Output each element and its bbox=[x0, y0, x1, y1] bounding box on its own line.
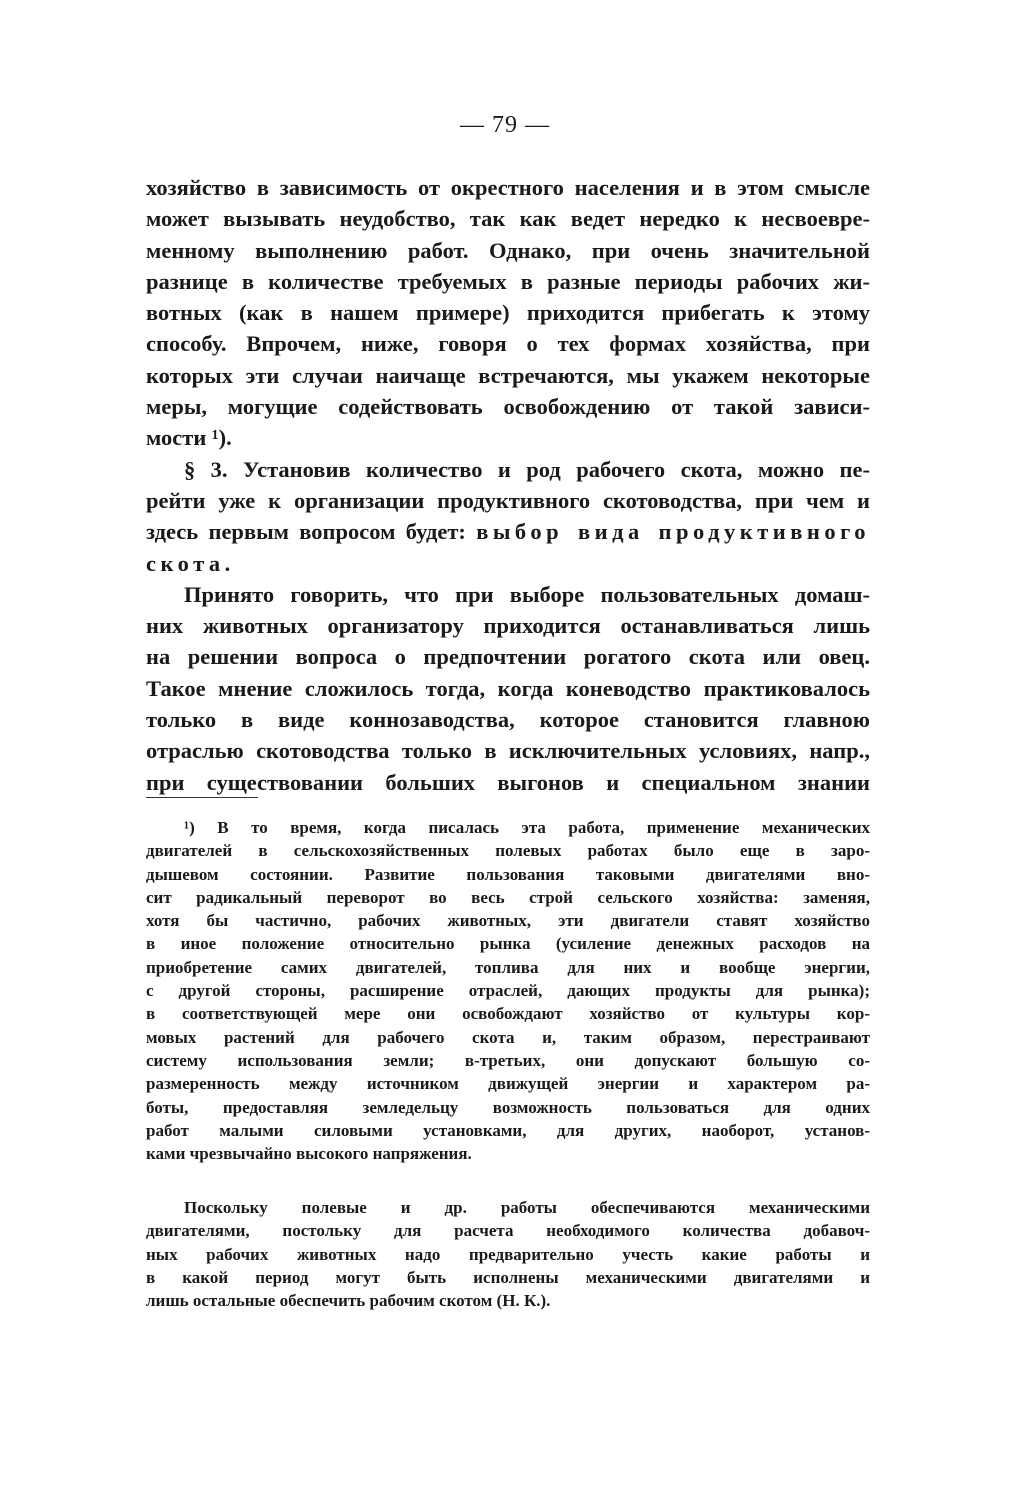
text-line: менному выполнению работ. Однако, при очень значительной bbox=[146, 237, 870, 263]
text-line: меры, могущие содействовать освобождению от такой зависи- bbox=[146, 394, 870, 420]
footnote-divider bbox=[146, 797, 258, 798]
text-line: хозяйство в зависимость от окрестного населения и в этом смысле bbox=[146, 175, 870, 200]
footnote-line: боты, предоставляя земледельцу возможность пользоваться для одних bbox=[146, 1097, 870, 1117]
text-line: только в виде коннозаводства, которое становится главною bbox=[146, 707, 870, 733]
footnote-line: работ малыми силовыми установками, для других, наоборот, установ- bbox=[146, 1120, 870, 1140]
text-line: отраслью скотоводства только в исключительных условиях, напр., bbox=[146, 738, 870, 764]
footnote-line: систему использования земли; в-третьих, они допускают большую со- bbox=[146, 1050, 870, 1070]
footnote-line: ками чрезвычайно высокого напряжения. bbox=[146, 1144, 472, 1164]
footnote-line: ных рабочих животных надо предварительно учесть какие работы и bbox=[146, 1244, 870, 1264]
emphasized-term: выбор вида продуктивного bbox=[476, 519, 871, 545]
section-heading-line: § 3. Установив количество и род рабочего скота, можно пе- bbox=[184, 456, 870, 482]
emphasized-term: скота. bbox=[146, 550, 235, 576]
footnote-continuation bbox=[146, 1196, 870, 1312]
footnote-line: лишь остальные обеспечить рабочим скотом (Н. К.). bbox=[146, 1291, 551, 1311]
footnote-line: в иное положение относительно рынка (усиление денежных расходов на bbox=[146, 934, 870, 954]
footnote bbox=[146, 816, 870, 1165]
text-line: которых эти случаи наичаще встречаются, мы укажем некоторые bbox=[146, 362, 870, 388]
footnote-line: двигателями, постольку для расчета необходимого количества добавоч- bbox=[146, 1221, 870, 1241]
paragraph-start-line: Принято говорить, что при выборе пользовательных домаш- bbox=[184, 581, 870, 607]
footnote-line: с другой стороны, расширение отраслей, дающих продукты для рынка); bbox=[146, 981, 870, 1001]
text-line: рейти уже к организации продуктивного скотоводства, при чем и bbox=[146, 487, 870, 513]
text-line: разнице в количестве требуемых в разные периоды рабочих жи- bbox=[146, 268, 870, 294]
footnote-line: дышевом состоянии. Развитие пользования таковыми двигателями вно- bbox=[146, 864, 870, 884]
text-line: Такое мнение сложилось тогда, когда коневодство практиковалось bbox=[146, 675, 870, 701]
text-line: на решении вопроса о предпочтении рогатого скота или овец. bbox=[146, 644, 870, 670]
footnote-line: в какой период могут быть исполнены механическими двигателями и bbox=[146, 1267, 870, 1287]
text-line bbox=[146, 516, 870, 547]
text-line: при существовании больших выгонов и специальном знании bbox=[146, 769, 870, 795]
footnote-line: в соответствующей мере они освобождают хозяйство от культуры кор- bbox=[146, 1004, 870, 1024]
footnote-line: хотя бы частично, рабочих животных, эти двигатели ставят хозяйство bbox=[146, 911, 870, 931]
footnote-line: сит радикальный переворот во весь строй сельского хозяйства: заменяя, bbox=[146, 887, 870, 907]
footnote-line: мовых растений для рабочего скота и, таким образом, перестраивают bbox=[146, 1027, 870, 1047]
footnote-line: Поскольку полевые и др. работы обеспечиваются механическими bbox=[184, 1198, 870, 1217]
text-line: вотных (как в нашем примере) приходится прибегать к этому bbox=[146, 300, 870, 326]
text-line: способу. Впрочем, ниже, говоря о тех формах хозяйства, при bbox=[146, 331, 870, 357]
text-line: мости ¹). bbox=[146, 425, 232, 451]
main-text bbox=[146, 172, 870, 798]
text-fragment: здесь первым вопросом будет: bbox=[146, 519, 466, 545]
text-line: может вызывать неудобство, так как ведет нередко к несвоевре- bbox=[146, 206, 870, 232]
page-number: — 79 — bbox=[460, 112, 550, 138]
footnote-line: приобретение самих двигателей, топлива для них и вообще энергии, bbox=[146, 957, 870, 977]
footnote-line: ¹) В то время, когда писалась эта работа, применение механических bbox=[184, 818, 870, 837]
footnote-line: размеренность между источником движущей энергии и характером ра- bbox=[146, 1074, 870, 1094]
text-line: них животных организатору приходится останавливаться лишь bbox=[146, 613, 870, 639]
footnote-line: двигателей в сельскохозяйственных полевых работах было еще в заро- bbox=[146, 841, 870, 861]
